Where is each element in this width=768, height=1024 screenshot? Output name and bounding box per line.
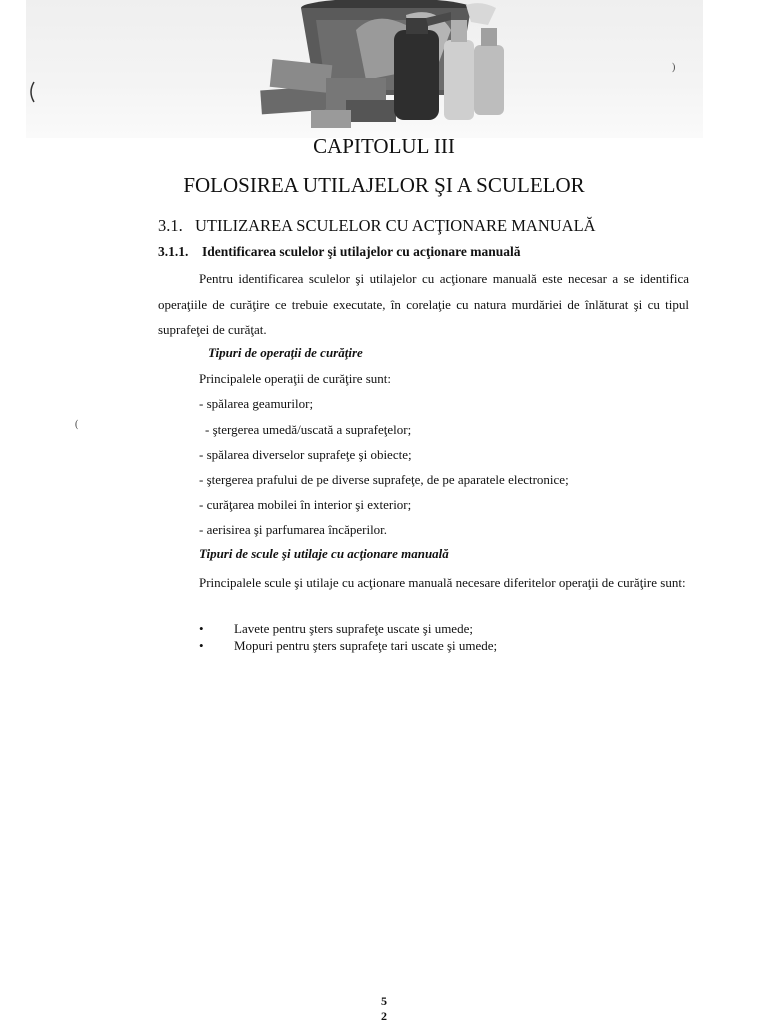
- operation-item: - ştergerea umedă/uscată a suprafeţelor;: [205, 422, 412, 437]
- stray-mark: ): [672, 62, 676, 73]
- operation-item: - aerisirea şi parfumarea încăperilor.: [199, 522, 388, 537]
- list-item: [158, 637, 497, 654]
- subsection-title: Identificarea sculelor şi utilajelor cu acţionare manuală: [202, 244, 521, 259]
- list-item: [158, 620, 497, 637]
- operations-heading: Tipuri de operaţii de curăţire: [208, 345, 363, 360]
- subsection-number: 3.1.1.: [158, 244, 189, 259]
- tools-heading: Tipuri de scule şi utilaje cu acţionare manuală: [199, 546, 449, 561]
- stray-mark: (: [75, 419, 79, 430]
- chapter-title: FOLOSIREA UTILAJELOR ŞI A SCULELOR: [183, 173, 585, 197]
- section-number: 3.1.: [158, 216, 183, 235]
- operation-item: - spălarea geamurilor;: [199, 396, 314, 411]
- page-number: [0, 994, 768, 1024]
- operation-item: - spălarea diverselor suprafeţe şi obiecte;: [199, 447, 412, 462]
- intro-paragraph: Pentru identificarea sculelor şi utilajelor cu acţionare manuală este necesar a se identifica operaţiile de curăţire ce trebuie executate, în corelaţie cu natura murdăriei de înlăturat şi cu tipul suprafeţei de curăţat.: [158, 271, 689, 337]
- operation-item: - curăţarea mobilei în interior şi exterior;: [199, 497, 412, 512]
- chapter-label: CAPITOLUL III: [313, 134, 455, 158]
- page-number-line2: 2: [381, 1009, 387, 1023]
- cleaning-supplies-icon: [26, 0, 703, 138]
- tools-lead: Principalele scule şi utilaje cu acţionare manuală necesare diferitelor operaţii de curăţire sunt:: [199, 575, 686, 590]
- page-number-line1: 5: [381, 994, 387, 1008]
- list-item-text: Lavete pentru şters suprafeţe uscate şi umede;: [234, 621, 473, 636]
- list-item-text: Mopuri pentru şters suprafeţe tari uscate şi umede;: [234, 638, 498, 653]
- tools-list: [158, 620, 497, 654]
- bullet-icon: •: [199, 638, 204, 653]
- cleaning-supplies-photo: [26, 0, 703, 138]
- operations-lead: Principalele operaţii de curăţire sunt:: [199, 371, 392, 386]
- section-heading: [158, 216, 596, 236]
- section-title: UTILIZAREA SCULELOR CU ACŢIONARE MANUALĂ: [195, 216, 596, 235]
- bullet-icon: •: [199, 621, 204, 636]
- subsection-heading: [158, 244, 520, 260]
- operation-item: - ştergerea prafului de pe diverse suprafeţe, de pe aparatele electronice;: [199, 472, 569, 487]
